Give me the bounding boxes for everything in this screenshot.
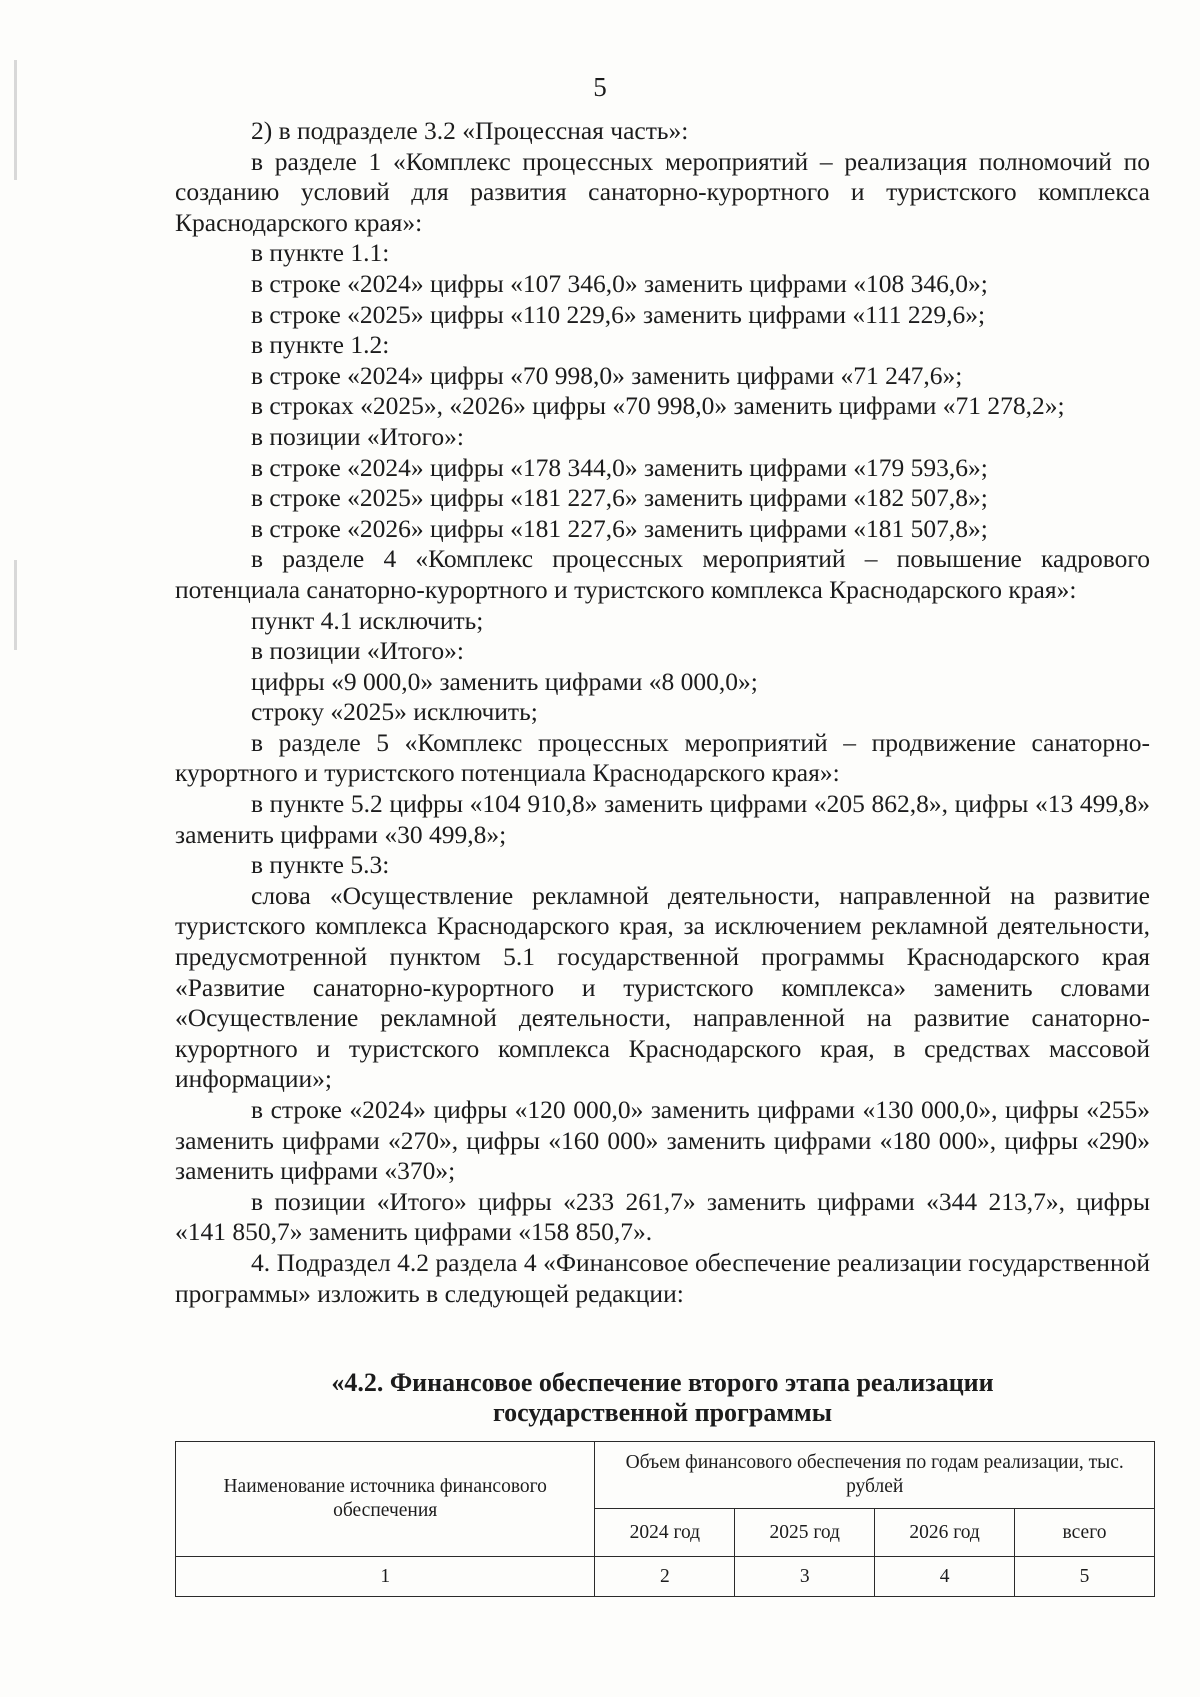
paragraph: в строке «2025» цифры «110 229,6» заменить цифрами «111 229,6»; bbox=[251, 299, 986, 329]
volume-header-cell bbox=[595, 1442, 1155, 1509]
paragraph: 4. Подраздел 4.2 раздела 4 «Финансовое обеспечение реализации государственной программы» изложить в следующей редакции: bbox=[175, 1247, 1150, 1308]
year-header: 2024 год bbox=[595, 1509, 735, 1557]
paragraph: в пункте 1.1: bbox=[251, 238, 390, 268]
paragraph: цифры «9 000,0» заменить цифрами «8 000,0»; bbox=[251, 666, 758, 696]
column-number: 1 bbox=[176, 1557, 595, 1597]
paragraph: в позиции «Итого»: bbox=[251, 421, 464, 451]
paragraph: в разделе 5 «Комплекс процессных мероприятий – продвижение санаторно-курортного и туристского потенциала Краснодарского края»: bbox=[175, 727, 1150, 788]
scan-margin-mark bbox=[14, 560, 17, 650]
source-header: Наименование источника финансового обеспечения bbox=[223, 1476, 547, 1521]
paragraph: в строке «2024» цифры «178 344,0» заменить цифрами «179 593,6»; bbox=[251, 452, 988, 482]
section-heading bbox=[175, 1368, 1150, 1428]
financing-table bbox=[175, 1441, 1155, 1597]
heading-line: государственной программы bbox=[492, 1398, 833, 1427]
column-number: 5 bbox=[1015, 1557, 1155, 1597]
paragraph: 2) в подразделе 3.2 «Процессная часть»: bbox=[251, 116, 689, 145]
total-header: всего bbox=[1015, 1509, 1155, 1557]
volume-header: Объем финансового обеспечения по годам реализации, тыс. рублей bbox=[625, 1452, 1124, 1497]
paragraph: в строке «2025» цифры «181 227,6» заменить цифрами «182 507,8»; bbox=[251, 483, 988, 513]
paragraph: в строках «2025», «2026» цифры «70 998,0» заменить цифрами «71 278,2»; bbox=[251, 391, 1065, 421]
heading-line: «4.2. Финансовое обеспечение второго этапа реализации bbox=[331, 1368, 994, 1397]
paragraph: в разделе 1 «Комплекс процессных мероприятий – реализация полномочий по созданию условий для развития санаторно-курортного и туристского комплекса Краснодарского края»: bbox=[175, 146, 1150, 237]
paragraph: в разделе 4 «Комплекс процессных мероприятий – повышение кадрового потенциала санаторно-курортного и туристского комплекса Краснодарского края»: bbox=[175, 544, 1150, 604]
page-number: 5 bbox=[593, 72, 607, 102]
source-header-cell bbox=[176, 1442, 595, 1557]
paragraph: пункт 4.1 исключить; bbox=[251, 605, 484, 635]
paragraph: в позиции «Итого»: bbox=[251, 636, 464, 666]
column-number: 2 bbox=[595, 1557, 735, 1597]
paragraph: слова «Осуществление рекламной деятельности, направленной на развитие туристского комплекса Краснодарского края, за исключением рекламной деятельности, предусмотренной пунктом 5.1 государственной программы Краснодарского края «Развитие санаторно-курортного и туристского комплекса» заменить словами «Осуществление рекламной деятельности, направленной на развитие санаторно-курортного и туристского комплекса Краснодарского края, в средствах массовой информации»; bbox=[175, 880, 1150, 1094]
year-header: 2025 год bbox=[735, 1509, 875, 1557]
paragraph: в пункте 5.3: bbox=[251, 850, 390, 880]
paragraph: в пункте 5.2 цифры «104 910,8» заменить цифрами «205 862,8», цифры «13 499,8» заменить цифрами «30 499,8»; bbox=[175, 789, 1150, 849]
column-number: 3 bbox=[735, 1557, 875, 1597]
year-header: 2026 год bbox=[875, 1509, 1015, 1557]
paragraph: в строке «2024» цифры «107 346,0» заменить цифрами «108 346,0»; bbox=[251, 268, 988, 298]
paragraph: в строке «2024» цифры «120 000,0» заменить цифрами «130 000,0», цифры «255» заменить цифрами «270», цифры «160 000» заменить цифрами «180 000», цифры «290» заменить цифрами «370»; bbox=[175, 1095, 1150, 1186]
paragraph: в пункте 1.2: bbox=[251, 330, 390, 360]
paragraph: строку «2025» исключить; bbox=[251, 697, 538, 727]
paragraph: в строке «2026» цифры «181 227,6» заменить цифрами «181 507,8»; bbox=[251, 513, 988, 543]
document-body bbox=[175, 116, 1150, 1309]
paragraph: в строке «2024» цифры «70 998,0» заменить цифрами «71 247,6»; bbox=[251, 360, 963, 390]
column-number: 4 bbox=[875, 1557, 1015, 1597]
paragraph: в позиции «Итого» цифры «233 261,7» заменить цифрами «344 213,7», цифры «141 850,7» заменить цифрами «158 850,7». bbox=[175, 1186, 1150, 1247]
